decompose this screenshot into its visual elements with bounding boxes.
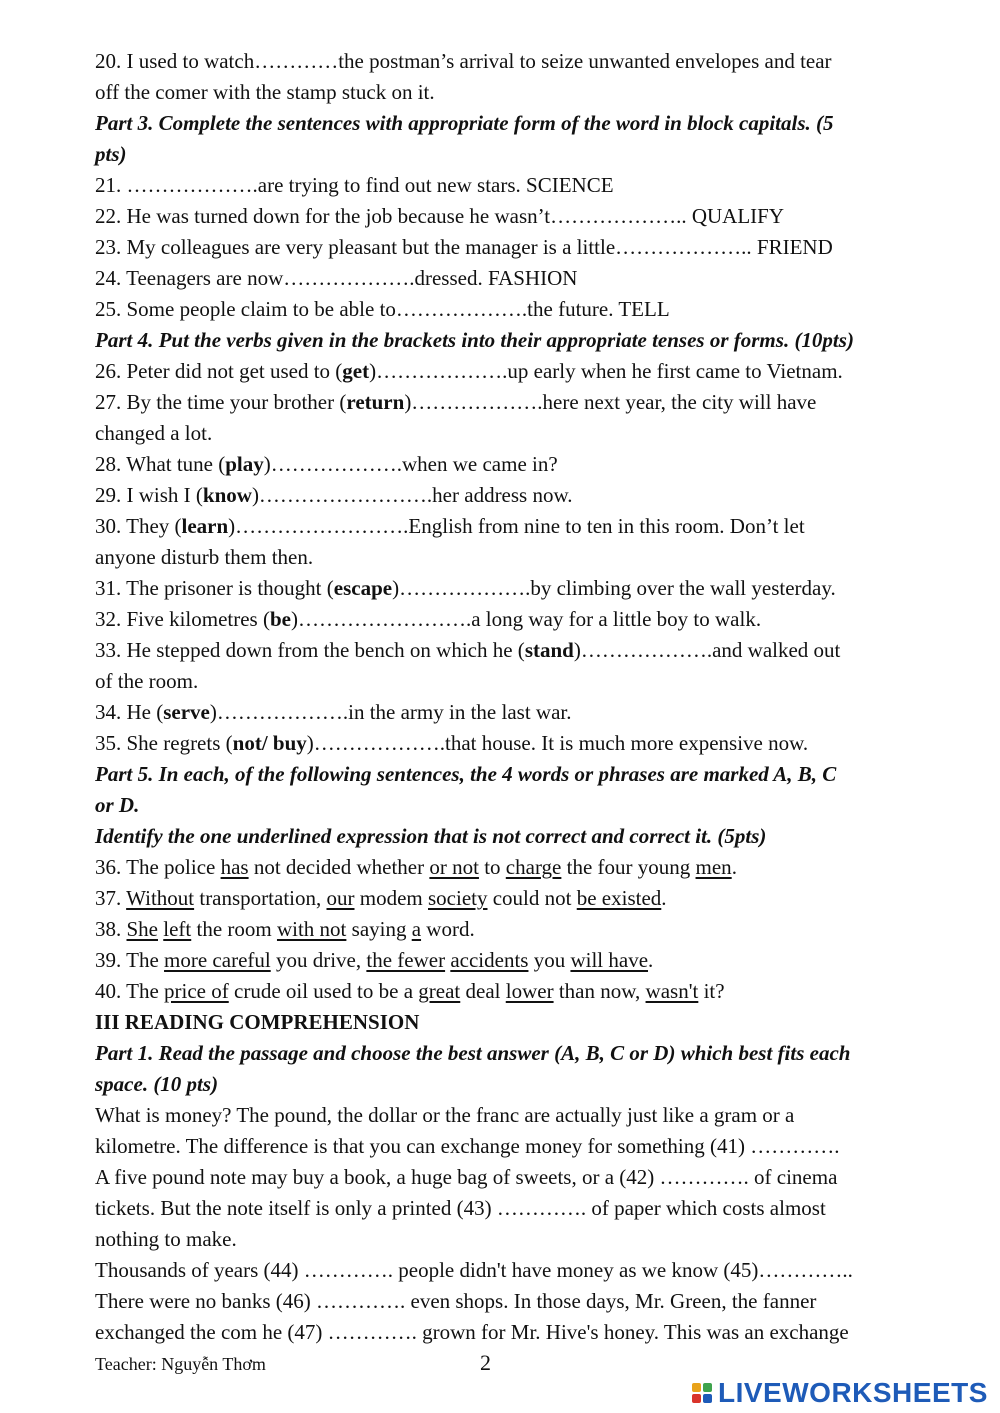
text-line xyxy=(95,418,955,449)
text-line xyxy=(95,697,955,728)
text-line xyxy=(95,1131,955,1162)
text-run: )……………….here next year, the city will have xyxy=(404,390,817,414)
text-run: you drive, xyxy=(270,948,367,972)
page-number: 2 xyxy=(480,1350,491,1375)
text-run: exchanged the com he (47) …………. grown for Mr. Hive's honey. This was an exchange xyxy=(95,1320,849,1344)
text-run: 27. By the time your brother ( xyxy=(95,390,347,414)
part-heading xyxy=(95,821,955,852)
text-run: than now, xyxy=(553,979,646,1003)
text-run: changed a lot. xyxy=(95,421,213,445)
logo-square-4 xyxy=(703,1394,712,1403)
text-run: pts) xyxy=(95,142,127,166)
text-line xyxy=(95,945,955,976)
text-run: . xyxy=(661,886,667,910)
text-line xyxy=(95,1224,955,1255)
text-run: 38. xyxy=(95,917,127,941)
text-run: the room xyxy=(191,917,277,941)
text-line xyxy=(95,976,955,1007)
text-line xyxy=(95,170,955,201)
text-run: Thousands of years (44) …………. people didn't have money as we know (45)………….. xyxy=(95,1258,853,1282)
text-run: 22. He was turned down for the job because he wasn’t……………….. QUALIFY xyxy=(95,204,784,228)
text-line xyxy=(95,635,955,666)
part-heading xyxy=(95,790,955,821)
text-line xyxy=(95,387,955,418)
part-heading xyxy=(95,1038,955,1069)
text-run: anyone disturb them then. xyxy=(95,545,314,569)
underlined-option: a xyxy=(411,917,422,941)
text-run: )……………….in the army in the last war. xyxy=(209,700,572,724)
text-run: 20. I used to watch…………the postman’s arrival to seize unwanted envelopes and tear xyxy=(95,49,832,73)
text-line xyxy=(95,294,955,325)
part-heading xyxy=(95,139,955,170)
underlined-option: Without xyxy=(126,886,195,910)
text-run: 23. My colleagues are very pleasant but the manager is a little……………….. FRIEND xyxy=(95,235,833,259)
worksheet-body xyxy=(95,46,955,1348)
text-run: 30. They ( xyxy=(95,514,182,538)
text-run: There were no banks (46) …………. even shops. In those days, Mr. Green, the fanner xyxy=(95,1289,817,1313)
verb-prompt: play xyxy=(225,452,264,476)
text-run: you xyxy=(528,948,571,972)
text-run: tickets. But the note itself is only a printed (43) …………. of paper which costs almost xyxy=(95,1196,826,1220)
verb-prompt: learn xyxy=(181,514,229,538)
verb-prompt: not/ buy xyxy=(232,731,307,755)
text-run: 36. The police xyxy=(95,855,221,879)
text-run: nothing to make. xyxy=(95,1227,237,1251)
text-line xyxy=(95,1286,955,1317)
text-run: )……………….when we came in? xyxy=(263,452,558,476)
text-line xyxy=(95,883,955,914)
text-line xyxy=(95,542,955,573)
text-run: off the comer with the stamp stuck on it. xyxy=(95,80,435,104)
text-run: word. xyxy=(421,917,475,941)
footer-teacher-name: Teacher: Nguyễn Thơm xyxy=(95,1354,266,1374)
part-heading xyxy=(95,108,955,139)
text-run: of the room. xyxy=(95,669,199,693)
underlined-option: lower xyxy=(505,979,554,1003)
text-run: )…………………….a long way for a little boy to walk. xyxy=(290,607,762,631)
text-run: or D. xyxy=(95,793,140,817)
verb-prompt: return xyxy=(346,390,405,414)
text-run: 32. Five kilometres ( xyxy=(95,607,270,631)
text-run: 34. He ( xyxy=(95,700,164,724)
text-run: )…………………….her address now. xyxy=(251,483,573,507)
underlined-option: accidents xyxy=(450,948,529,972)
text-run: 24. Teenagers are now……………….dressed. FASHION xyxy=(95,266,578,290)
logo-mark-icon xyxy=(692,1383,712,1403)
text-line xyxy=(95,263,955,294)
part-heading xyxy=(95,759,955,790)
text-run: )……………….up early when he first came to Vietnam. xyxy=(369,359,843,383)
text-line xyxy=(95,852,955,883)
text-line xyxy=(95,46,955,77)
logo-square-1 xyxy=(692,1383,701,1392)
text-run: crude oil used to be a xyxy=(228,979,419,1003)
underlined-option: with not xyxy=(276,917,347,941)
text-run: . xyxy=(731,855,737,879)
part-heading xyxy=(95,325,955,356)
verb-prompt: know xyxy=(202,483,252,507)
text-run: not decided whether xyxy=(248,855,430,879)
text-line xyxy=(95,1255,955,1286)
underlined-option: great xyxy=(418,979,461,1003)
text-run: What is money? The pound, the dollar or the franc are actually just like a gram or a xyxy=(95,1103,795,1127)
text-line xyxy=(95,1100,955,1131)
underlined-option: the fewer xyxy=(366,948,446,972)
text-run: kilometre. The difference is that you can exchange money for something (41) …………. xyxy=(95,1134,840,1158)
text-line xyxy=(95,1162,955,1193)
text-run: A five pound note may buy a book, a huge bag of sweets, or a (42) …………. of cinema xyxy=(95,1165,838,1189)
text-line xyxy=(95,356,955,387)
text-run: . xyxy=(648,948,654,972)
text-run: 21. ……………….are trying to find out new stars. SCIENCE xyxy=(95,173,614,197)
text-line xyxy=(95,480,955,511)
text-run: Identify the one underlined expression that is not correct and correct it. (5pts) xyxy=(95,824,767,848)
text-run: could not xyxy=(487,886,577,910)
verb-prompt: serve xyxy=(163,700,210,724)
text-run: to xyxy=(478,855,506,879)
underlined-option: left xyxy=(163,917,192,941)
text-line xyxy=(95,201,955,232)
text-run: space. (10 pts) xyxy=(95,1072,219,1096)
underlined-option: our xyxy=(326,886,355,910)
text-line xyxy=(95,449,955,480)
underlined-option: price of xyxy=(164,979,229,1003)
underlined-option: men xyxy=(695,855,732,879)
text-run: 25. Some people claim to be able to……………….the future. TELL xyxy=(95,297,670,321)
text-line xyxy=(95,77,955,108)
text-line xyxy=(95,728,955,759)
liveworksheets-logo[interactable] xyxy=(692,1378,988,1408)
text-run: III READING COMPREHENSION xyxy=(95,1010,420,1034)
text-run: 33. He stepped down from the bench on which he ( xyxy=(95,638,525,662)
text-line xyxy=(95,666,955,697)
text-run: )…………………….English from nine to ten in this room. Don’t let xyxy=(228,514,805,538)
verb-prompt: be xyxy=(269,607,291,631)
underlined-option: or not xyxy=(429,855,479,879)
logo-square-2 xyxy=(703,1383,712,1392)
text-run: )……………….that house. It is much more expensive now. xyxy=(306,731,809,755)
text-run: saying xyxy=(346,917,412,941)
logo-square-3 xyxy=(692,1394,701,1403)
text-line xyxy=(95,914,955,945)
text-line xyxy=(95,232,955,263)
underlined-option: society xyxy=(428,886,488,910)
text-run: 29. I wish I ( xyxy=(95,483,203,507)
text-run: Part 3. Complete the sentences with appropriate form of the word in block capitals. (5 xyxy=(95,111,834,135)
underlined-option: charge xyxy=(505,855,562,879)
underlined-option: wasn't xyxy=(645,979,699,1003)
underlined-option: has xyxy=(220,855,249,879)
text-line xyxy=(95,604,955,635)
verb-prompt: escape xyxy=(333,576,393,600)
text-run: )……………….by climbing over the wall yesterday. xyxy=(392,576,836,600)
underlined-option: be existed xyxy=(576,886,662,910)
text-run: Part 4. Put the verbs given in the brackets into their appropriate tenses or forms. (10pts) xyxy=(95,328,854,352)
text-run: Part 5. In each, of the following sentences, the 4 words or phrases are marked A, B, C xyxy=(95,762,837,786)
underlined-option: She xyxy=(126,917,158,941)
text-run: the four young xyxy=(561,855,696,879)
verb-prompt: stand xyxy=(524,638,574,662)
part-heading xyxy=(95,1069,955,1100)
verb-prompt: get xyxy=(342,359,370,383)
text-run: 31. The prisoner is thought ( xyxy=(95,576,334,600)
logo-text: LIVEWORKSHEETS xyxy=(718,1377,988,1408)
text-run: Part 1. Read the passage and choose the best answer (A, B, C or D) which best fits each xyxy=(95,1041,851,1065)
text-run: modem xyxy=(354,886,428,910)
text-run: it? xyxy=(698,979,725,1003)
text-run: 37. xyxy=(95,886,127,910)
text-line xyxy=(95,1193,955,1224)
text-line xyxy=(95,1317,955,1348)
text-run: transportation, xyxy=(194,886,327,910)
text-run: 39. The xyxy=(95,948,165,972)
text-line xyxy=(95,511,955,542)
section-title xyxy=(95,1007,955,1038)
text-run: )……………….and walked out xyxy=(573,638,841,662)
text-run: 40. The xyxy=(95,979,165,1003)
text-line xyxy=(95,573,955,604)
text-run: 26. Peter did not get used to ( xyxy=(95,359,343,383)
underlined-option: will have xyxy=(570,948,649,972)
text-run: 35. She regrets ( xyxy=(95,731,233,755)
text-run: 28. What tune ( xyxy=(95,452,226,476)
underlined-option: more careful xyxy=(164,948,271,972)
text-run: deal xyxy=(460,979,506,1003)
